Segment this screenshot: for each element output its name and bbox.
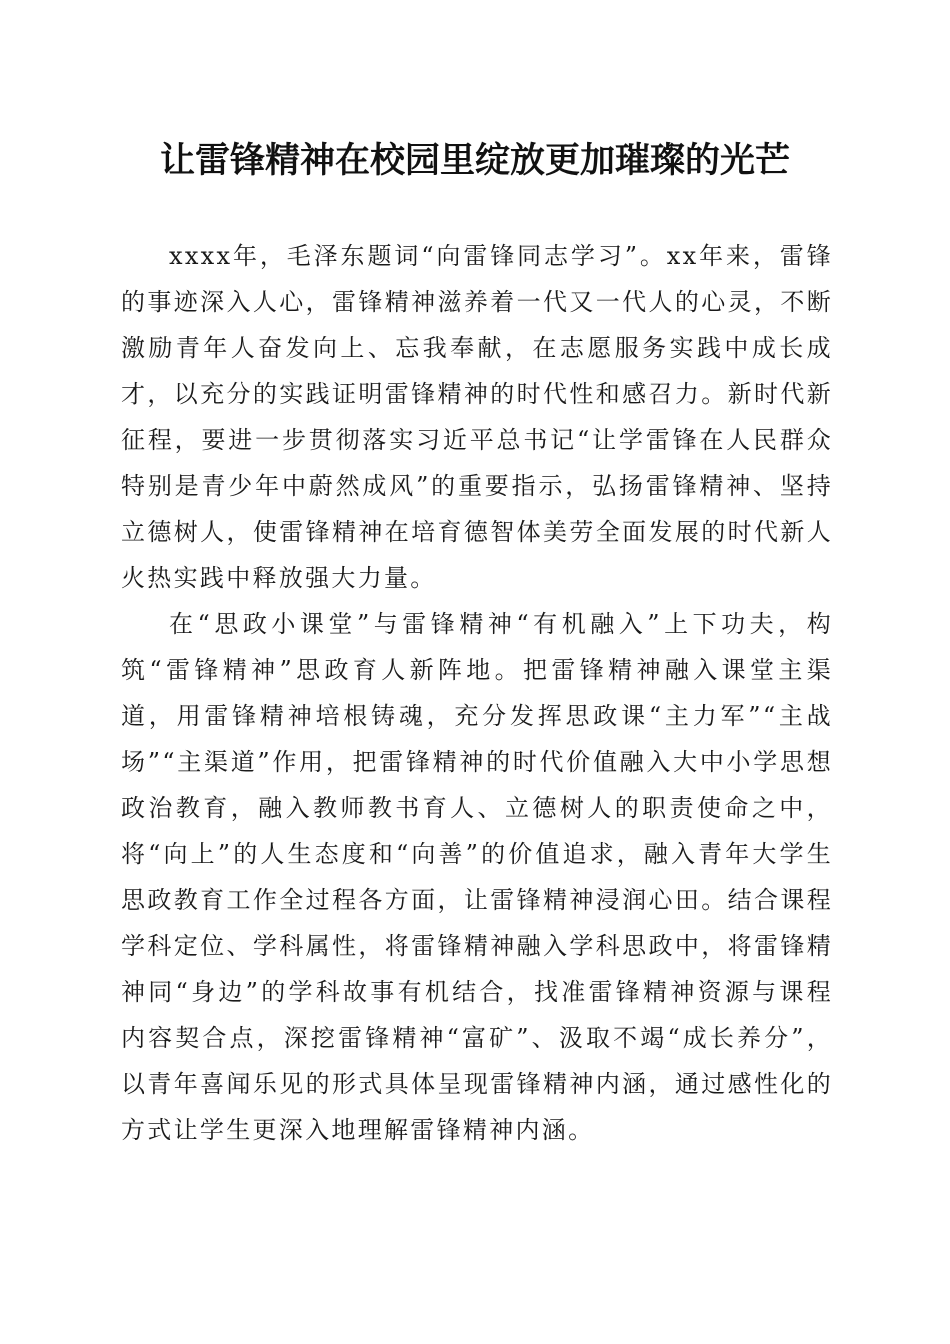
document-body — [121, 233, 833, 1153]
paragraph-1: xxxx年，毛泽东题词“向雷锋同志学习”。xx年来，雷锋的事迹深入人心，雷锋精神滋养着一代又一代人的心灵，不断激励青年人奋发向上、忘我奉献，在志愿服务实践中成长成才，以充分的实践证明雷锋精神的时代性和感召力。新时代新征程，要进一步贯彻落实习近平总书记“让学雷锋在人民群众特别是青少年中蔚然成风”的重要指示，弘扬雷锋精神、坚持立德树人，使雷锋精神在培育德智体美劳全面发展的时代新人火热实践中释放强大力量。 — [121, 242, 833, 592]
paragraph-2: 在“思政小课堂”与雷锋精神“有机融入”上下功夫，构筑“雷锋精神”思政育人新阵地。把雷锋精神融入课堂主渠道，用雷锋精神培根铸魂，充分发挥思政课“主力军”“主战场”“主渠道”作用，把雷锋精神的时代价值融入大中小学思想政治教育，融入教师教书育人、立德树人的职责使命之中，将“向上”的人生态度和“向善”的价值追求，融入青年大学生思政教育工作全过程各方面，让雷锋精神浸润心田。结合课程学科定位、学科属性，将雷锋精神融入学科思政中，将雷锋精神同“身边”的学科故事有机结合，找准雷锋精神资源与课程内容契合点，深挖雷锋精神“富矿”、汲取不竭“成长养分”，以青年喜闻乐见的形式具体呈现雷锋精神内涵，通过感性化的方式让学生更深入地理解雷锋精神内涵。 — [121, 610, 833, 1144]
document-title: 让雷锋精神在校园里绽放更加璀璨的光芒 — [159, 140, 790, 181]
